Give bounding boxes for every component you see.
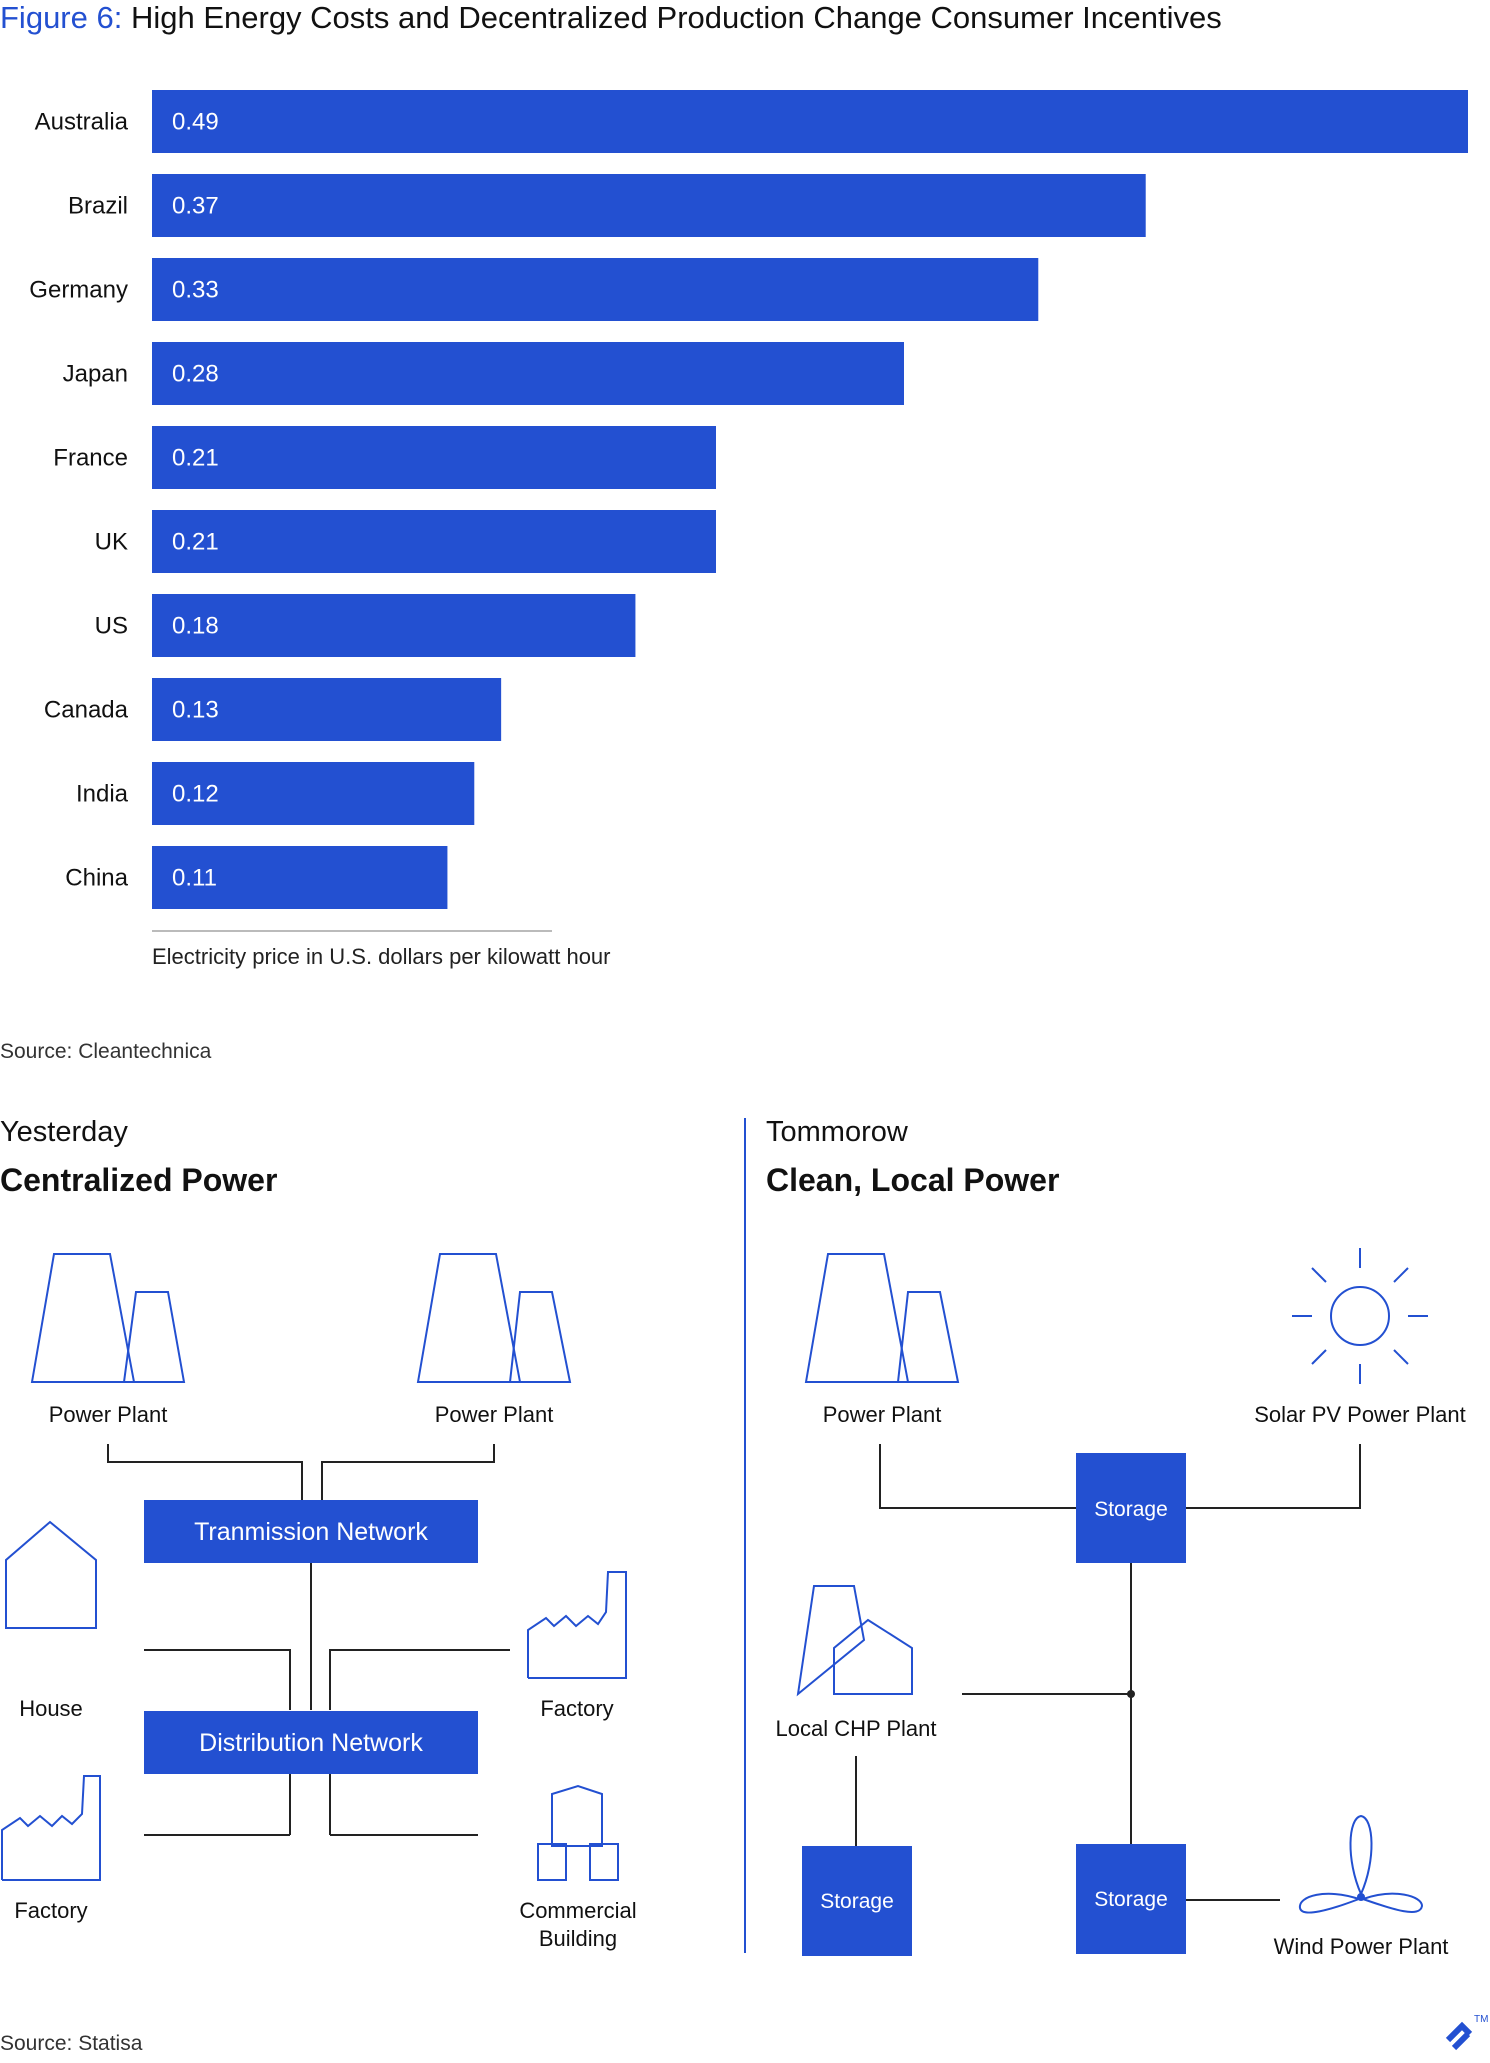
- figure-title-text: High Energy Costs and Decentralized Production Change Consumer Incentives: [130, 0, 1222, 35]
- storage-label: Storage: [820, 1890, 894, 1913]
- bar: [152, 594, 635, 657]
- diagram-source: Source: Statisa: [0, 2032, 143, 2055]
- category-label: China: [65, 864, 128, 892]
- category-label: US: [94, 612, 128, 640]
- factory-label: Factory: [540, 1696, 614, 1721]
- figure-title: [0, 0, 1222, 36]
- left-panel-subtitle: Yesterday: [0, 1116, 128, 1148]
- house-label: House: [19, 1696, 83, 1721]
- sun-icon: [1292, 1248, 1428, 1384]
- power-plant-icon: [806, 1254, 958, 1382]
- category-label: Brazil: [67, 192, 128, 220]
- category-label: UK: [94, 528, 128, 556]
- chp-plant-label: Local CHP Plant: [775, 1716, 937, 1741]
- wind-plant-label: Wind Power Plant: [1273, 1934, 1449, 1959]
- category-label: Australia: [34, 108, 128, 136]
- bar-chart: [0, 60, 1490, 940]
- commercial-building-label: Building: [538, 1926, 618, 1951]
- bar-value-label: 0.49: [172, 108, 219, 136]
- bar-value-label: 0.13: [172, 696, 219, 724]
- bar-value-label: 0.37: [172, 192, 219, 220]
- right-panel-title: Clean, Local Power: [766, 1162, 1060, 1198]
- power-plant-label: Power Plant: [822, 1402, 942, 1427]
- right-panel-subtitle: Tommorow: [766, 1116, 908, 1148]
- bar-value-label: 0.28: [172, 360, 219, 388]
- bar: [152, 258, 1038, 321]
- factory-icon: [2, 1776, 100, 1880]
- storage-label: Storage: [1094, 1888, 1168, 1911]
- distribution-network-label: Distribution Network: [199, 1729, 423, 1757]
- bar-value-label: 0.21: [172, 528, 219, 556]
- storage-label: Storage: [1094, 1498, 1168, 1521]
- power-diagram: [0, 1230, 1490, 1970]
- junction-dot: [1127, 1690, 1135, 1698]
- bar: [152, 174, 1146, 237]
- figure-number: Figure 6:: [0, 0, 123, 35]
- x-axis-label: Electricity price in U.S. dollars per kilowatt hour: [152, 944, 611, 969]
- bar-value-label: 0.33: [172, 276, 219, 304]
- bar: [152, 426, 716, 489]
- toptal-logo-icon: [1440, 2010, 1489, 2056]
- chart-source: Source: Cleantechnica: [0, 1040, 212, 1063]
- bar-value-label: 0.18: [172, 612, 219, 640]
- bar: [152, 342, 904, 405]
- bar: [152, 90, 1468, 153]
- category-label: Japan: [62, 360, 128, 388]
- svg-text:TM: TM: [1474, 2014, 1489, 2025]
- transmission-network-label: Tranmission Network: [194, 1518, 428, 1546]
- power-plant-label: Power Plant: [48, 1402, 168, 1427]
- house-icon: [6, 1522, 96, 1628]
- factory-label: Factory: [14, 1898, 88, 1923]
- commercial-building-label: Commercial: [519, 1898, 637, 1923]
- chp-plant-icon: [798, 1586, 912, 1694]
- category-label: Germany: [29, 276, 128, 304]
- bar: [152, 510, 716, 573]
- commercial-building-icon: [538, 1786, 618, 1880]
- wind-turbine-icon: [1300, 1816, 1422, 1913]
- bar-value-label: 0.21: [172, 444, 219, 472]
- factory-icon: [528, 1572, 626, 1678]
- category-label: India: [75, 780, 128, 808]
- bar-value-label: 0.11: [172, 864, 217, 892]
- power-plant-icon: [418, 1254, 570, 1382]
- bar-value-label: 0.12: [172, 780, 219, 808]
- category-label: France: [53, 444, 128, 472]
- left-panel-title: Centralized Power: [0, 1162, 278, 1198]
- solar-plant-label: Solar PV Power Plant: [1254, 1402, 1466, 1427]
- power-plant-icon: [32, 1254, 184, 1382]
- category-label: Canada: [43, 696, 128, 724]
- power-plant-label: Power Plant: [434, 1402, 554, 1427]
